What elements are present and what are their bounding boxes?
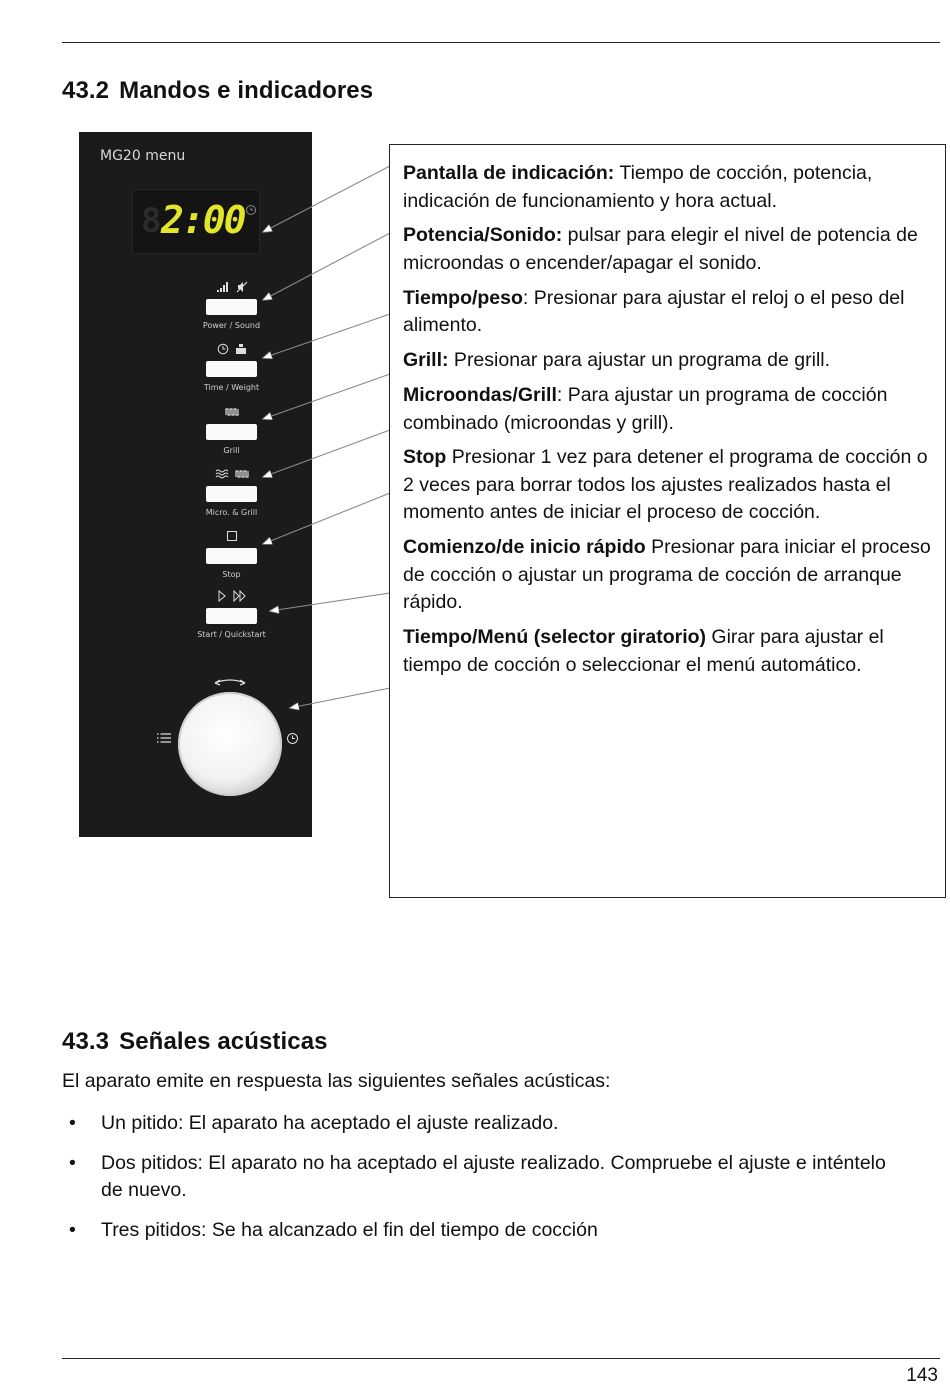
callout-term: Comienzo/de inicio rápido — [403, 536, 646, 559]
page-number: 143 — [906, 1365, 938, 1386]
callout-text: Presionar 1 vez para detener el programa de cocción o 2 veces para borrar todos los ajustes realizados hasta el momento antes de iniciar el proceso de cocción. — [403, 446, 928, 524]
callout-text: Presionar para ajustar un programa de grill. — [448, 349, 831, 372]
beep-signal-list — [62, 1110, 902, 1256]
leader-stop — [263, 493, 390, 544]
list-item-text: Tres pitidos: Se ha alcanzado el fin del tiempo de cocción — [101, 1218, 598, 1241]
time-weight-label: Time / Weight — [203, 383, 260, 392]
section-number: 43.2 — [62, 77, 110, 104]
callout-list — [403, 160, 938, 687]
callout-term: Potencia/Sonido: — [403, 224, 563, 247]
callout-term: Tiempo/peso — [403, 286, 523, 309]
callout-term: Microondas/Grill — [403, 383, 557, 406]
model-suffix: menu — [145, 148, 186, 164]
callout-item — [403, 222, 938, 277]
callout-term: Stop — [403, 446, 447, 469]
leader-time-weight — [263, 314, 390, 358]
callout-item — [403, 444, 938, 527]
display-ghost-digit: 8 — [141, 201, 162, 241]
callout-item — [403, 160, 938, 215]
list-item — [62, 1217, 902, 1245]
callout-text: : Para ajustar un programa de cocción combinado (microondas y grill). — [403, 383, 888, 434]
bullet-icon: • — [69, 1218, 76, 1241]
section-title: Señales acústicas — [119, 1028, 328, 1055]
callout-item — [403, 347, 938, 375]
section-number: 43.3 — [62, 1028, 110, 1055]
callout-text: Girar para ajustar el tiempo de cocción o seleccionar el menú automático. — [403, 626, 884, 676]
section-title: Mandos e indicadores — [119, 77, 374, 104]
list-item — [62, 1150, 902, 1205]
power-sound-label: Power / Sound — [202, 321, 261, 330]
callout-item — [403, 624, 938, 679]
micro-grill-label: Micro. & Grill — [205, 508, 258, 517]
grill-label: Grill — [223, 446, 240, 455]
list-item — [62, 1110, 902, 1138]
stop-label: Stop — [222, 570, 241, 579]
callout-text: Tiempo de cocción, potencia, indicación de funcionamiento y hora actual. — [403, 162, 873, 212]
section-heading — [62, 1028, 328, 1056]
leader-micro-grill — [263, 430, 390, 477]
intro-paragraph: El aparato emite en respuesta las siguientes señales acústicas: — [62, 1070, 611, 1092]
callout-item — [403, 285, 938, 340]
callout-term: Pantalla de indicación: — [403, 162, 615, 184]
callout-item — [403, 534, 938, 617]
leader-start — [270, 593, 390, 611]
callout-term: Tiempo/Menú (selector giratorio) — [403, 626, 707, 649]
leader-knob — [290, 688, 390, 708]
model-label: MG20 — [100, 148, 141, 164]
leader-grill — [263, 374, 390, 419]
bullet-icon: • — [69, 1151, 76, 1174]
list-item-text: Un pitido: El aparato ha aceptado el ajuste realizado. — [101, 1112, 559, 1134]
bullet-icon: • — [69, 1112, 76, 1134]
callout-text: pulsar para elegir el nivel de potencia de microondas o encender/apagar el sonido. — [403, 224, 918, 274]
callout-text: : Presionar para ajustar el reloj o el peso del alimento. — [403, 286, 905, 337]
footer-rule — [62, 1358, 940, 1359]
list-item-text: Dos pitidos: El aparato no ha aceptado el ajuste realizado. Compruebe el ajuste e inténtelo de nuevo. — [101, 1151, 886, 1202]
callout-item — [403, 382, 938, 437]
leader-display — [263, 166, 390, 232]
callout-term: Grill: — [403, 349, 449, 372]
leader-power-sound — [263, 233, 390, 300]
display-time: 2:00 — [161, 198, 245, 242]
start-quickstart-label: Start / Quickstart — [197, 630, 266, 639]
callout-text: Presionar para iniciar el proceso de cocción o ajustar un programa de cocción de arranque rápido. — [403, 536, 931, 614]
